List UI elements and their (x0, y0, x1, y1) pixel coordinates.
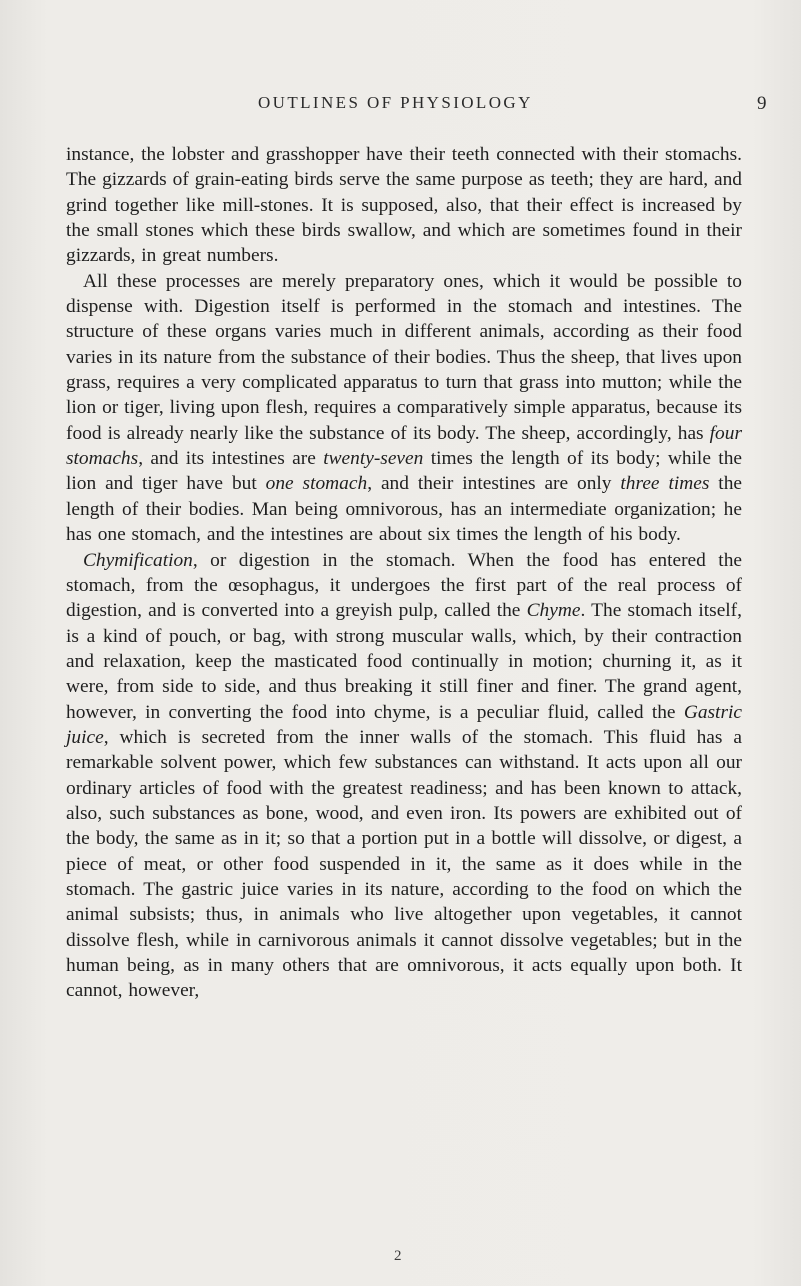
page-number: 9 (757, 93, 767, 114)
italic-run: three times (620, 473, 710, 495)
text-run: times the length of its body; while the lion and tiger have but (66, 448, 743, 495)
text-run: , which is secreted from the inner walls of the stomach. This fluid has a remarkable solvent power, which few substances can withstand. It acts upon all our ordinary articles of food with the greatest readiness; and has been known to attack, also, such substances as bone, wood, and even iron. Its powers are exhibited out of the body, the same as in it; so that a portion put in a bottle will dissolve, or digest, a piece of meat, or other food suspended in it, the same as it does while in the stomach. The gastric juice varies in its nature, according to the food on which the animal subsists; thus, in animals who live altogether upon vegetables, it cannot dissolve flesh, while in carnivorous animals it cannot dissolve vegetables; but in the human being, as in many others that are omnivorous, it acts equally upon both. It cannot, however, (66, 726, 742, 1002)
text-run: , or digestion in the stomach. When the food has entered the stomach, from the œsophagus, it undergoes the first part of the real process of digestion, and is converted into a greyish pulp, called the (66, 549, 742, 622)
text-run: . The stomach itself, is a kind of pouch, or bag, with strong muscular walls, which, by their contraction and relaxation, keep the masticated food continually in motion; churning it, as it were, from side to side, and thus breaking it still finer and finer. The grand agent, however, in converting the food into chyme, is a peculiar fluid, called the (66, 600, 742, 723)
italic-run: one stomach (265, 473, 368, 495)
paragraph (66, 142, 742, 269)
text-run: , and their intestines are only (367, 473, 621, 495)
italic-run: Gastric juice (66, 701, 742, 748)
signature-mark: 2 (394, 1248, 402, 1264)
italic-run: twenty-seven (323, 448, 424, 470)
body-text (66, 142, 742, 1004)
italic-run: four stomachs (66, 422, 742, 470)
text-run: the length of their bodies. Man being omnivorous, has an intermediate organization; he has one stomach, and the intestines are about six times the length of his body. (66, 473, 742, 546)
paragraph (66, 269, 742, 548)
text-run: All these processes are merely preparatory ones, which it would be possible to dispense with. Digestion itself is performed in the stomach and intestines. The structure of these organs varies much in different animals, according as their food varies in its nature from the substance of their bodies. Thus the sheep, that lives upon grass, requires a very complicated apparatus to turn that grass into mutton; while the lion or tiger, living upon flesh, requires a comparatively simple apparatus, because its food is already nearly like the substance of its body. The sheep, accordingly, has (66, 270, 742, 444)
text-run: , and its intestines are (138, 448, 324, 470)
running-head: OUTLINES OF PHYSIOLOGY (258, 93, 533, 112)
paragraph (66, 548, 742, 1004)
text-run: instance, the lobster and grasshopper have their teeth connected with their stomachs. The gizzards of grain-eating birds serve the same purpose as teeth; they are hard, and grind together like mill-stones. It is supposed, also, that their effect is increased by the small stones which these birds swallow, and which are sometimes found in their gizzards, in great numbers. (66, 144, 742, 267)
page-header (0, 93, 801, 123)
italic-run: Chyme (526, 600, 581, 622)
italic-run: Chymification (83, 549, 193, 571)
